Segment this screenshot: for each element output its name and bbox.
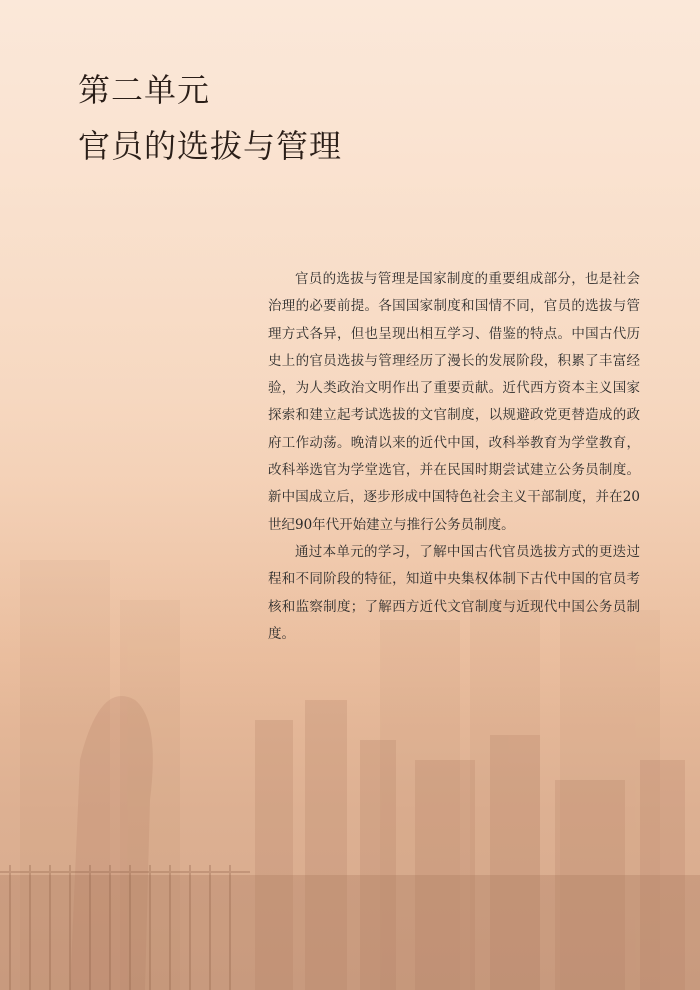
unit-introduction — [268, 266, 640, 648]
intro-paragraph: 通过本单元的学习，了解中国古代官员选拔方式的更迭过程和不同阶段的特征，知道中央集权体制下古代中国的官员考核和监察制度；了解西方近代文官制度与近现代中国公务员制度。 — [268, 543, 640, 642]
unit-label: 第二单元 — [78, 71, 211, 109]
unit-title: 官员的选拔与管理 — [78, 127, 343, 165]
intro-paragraph: 官员的选拔与管理是国家制度的重要组成部分，也是社会治理的必要前提。各国国家制度和国情不同，官员的选拔与管理方式各异，但也呈现出相互学习、借鉴的特点。中国古代历史上的官员选拔与管理经历了漫长的发展阶段，积累了丰富经验，为人类政治文明作出了重要贡献。近代西方资本主义国家探索和建立起考试选拔的文官制度，以规避政党更替造成的政府工作动荡。晚清以来的近代中国，改科举教育为学堂教育，改科举选官为学堂选官，并在民国时期尝试建立公务员制度。新中国成立后，逐步形成中国特色社会主义干部制度，并在20世纪90年代开始建立与推行公务员制度。 — [268, 271, 640, 533]
unit-title-block — [78, 62, 342, 174]
